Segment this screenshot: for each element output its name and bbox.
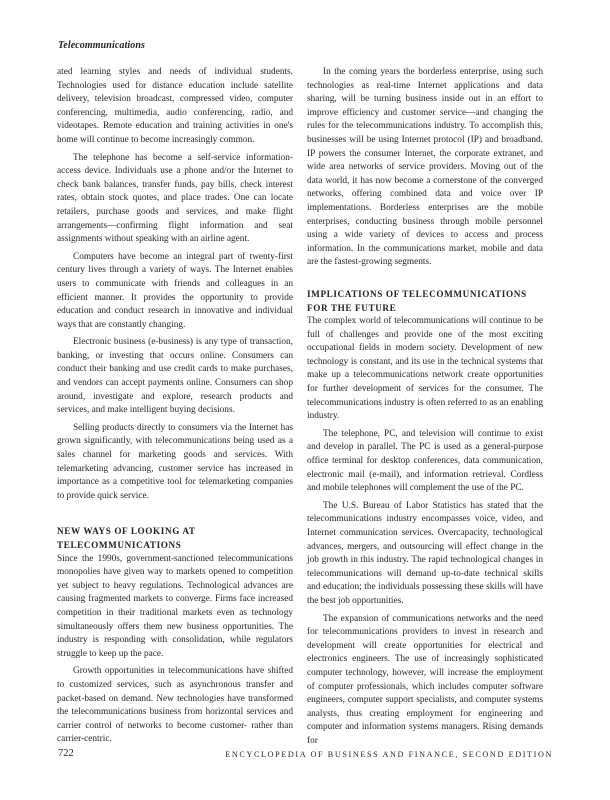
paragraph: The telephone, PC, and television will continue to exist and develop in parallel. The PC is used as a general-purpose office terminal for desktop conferences, data communication, electronic mail (e-mail), and information retrieval. Cordless and mobile telephones will complement the use of the PC. [307, 428, 543, 494]
left-column [57, 66, 293, 747]
paragraph: The expansion of communications networks and the need for telecommunications providers to invest in research and development will create opportunities for electrical and electronics engineers. The use of increasingly sophisticated computer technology, however, will increase the employment of computer professionals, which includes computer software engineers, computer support specialists, and computer systems analysts, thus creating employment for engineering and computer and information systems managers. Rising demands for [307, 613, 543, 746]
running-head: Telecommunications [58, 40, 145, 51]
publication-title: ENCYCLOPEDIA OF BUSINESS AND FINANCE, SECOND EDITION [225, 750, 553, 759]
paragraph: In the coming years the borderless enterprise, using such technologies as real-time Internet applications and data sharing, will be turning business inside out in an effort to improve efficiency and customer service—and changing the rules for the telecommunications industry. To accomplish this, businesses will be using Internet protocol (IP) and broadband. IP powers the consumer Internet, the corporate extranet, and wide area networks of service providers. Moving out of the data world, it has now become a cornerstone of the converged networks, offering combined data and voice over IP implementations. Borderless enterprises are the mobile enterprises, conducting business through mobile personnel using a wide variety of devices to access and process information. In the communications market, mobile and data are the fastest-growing segments. [307, 67, 543, 268]
right-column [307, 66, 543, 749]
paragraph: ated learning styles and needs of individual students. Technologies used for distance education include satellite delivery, television broadcast, compressed video, computer conferencing, multimedia, audio conferencing, radio, and videotapes. Remote education and training activities in one's home will continue to become increasingly common. [57, 67, 293, 145]
paragraph: Electronic business (e-business) is any type of transaction, banking, or investing that occurs online. Consumers can conduct their banking and use credit cards to make purchases, and vendors can accept payments online. Consumers can shop around, investigate and explore, research products and services, and make intelligent buying decisions. [57, 337, 293, 416]
page-number: 722 [58, 748, 74, 759]
paragraph: The U.S. Bureau of Labor Statistics has stated that the telecommunications industry encompasses voice, video, and Internet communication services. Overcapacity, technological advances, mergers, and outsourcing will effect change in the job growth in this industry. The rapid technological changes in telecommunications will demand up-to-date technical skills and education; the individuals possessing these skills will have the best job opportunities. [307, 500, 543, 606]
paragraph: The complex world of telecommunications will continue to be full of challenges and provide one of the most exciting occupational fields in modern society. Development of new technology is constant, and its use in the technical systems that make up a telecommunications network create opportunities for further development of services for the consumer. The telecommunications industry is often referred to as an enabling industry. [307, 316, 543, 422]
paragraph: Selling products directly to consumers via the Internet has grown significantly, with telecommunications being used as a sales channel for marketing goods and services. With telemarketing advancing, customer service has increased in importance as a competitive tool for telemarketing companies to provide quick service. [57, 422, 293, 501]
paragraph: The telephone has become a self-service information-access device. Individuals use a phone and/or the Internet to check bank balances, transfer funds, pay bills, check interest rates, obtain stock quotes, and place trades. One can locate retailers, purchase goods and services, and make flight arrangements—confirming flight information and seat assignments without speaking with an airline agent. [57, 152, 293, 245]
paragraph: Growth opportunities in telecommunications have shifted to customized services, such as asynchronous transfer and packet-based on demand. New technologies have transformed the telecommunications business from horizontal services and carrier control of networks to become customer- rather than carrier-centric. [57, 666, 293, 745]
paragraph: Computers have become an integral part of twenty-first century lives through a variety of ways. The Internet enables users to communicate with friends and colleagues in an efficient manner. It provides the opportunity to provide education and conduct research in innovative and individual ways that are constantly changing. [57, 251, 293, 330]
paragraph: Since the 1990s, government-sanctioned telecommunications monopolies have given way to markets opened to competition yet subject to heavy regulations. Technological advances are causing fragmented markets to converge. Firms face increased competition in their traditional markets even as technology simultaneously offers them new business opportunities. The industry is responding with consolidation, while regulators struggle to keep up the pace. [57, 553, 293, 659]
section-heading: IMPLICATIONS OF TELECOMMUNICATIONS FOR THE FUTURE [307, 288, 527, 313]
section-heading: NEW WAYS OF LOOKING AT TELECOMMUNICATIONS [57, 526, 196, 550]
